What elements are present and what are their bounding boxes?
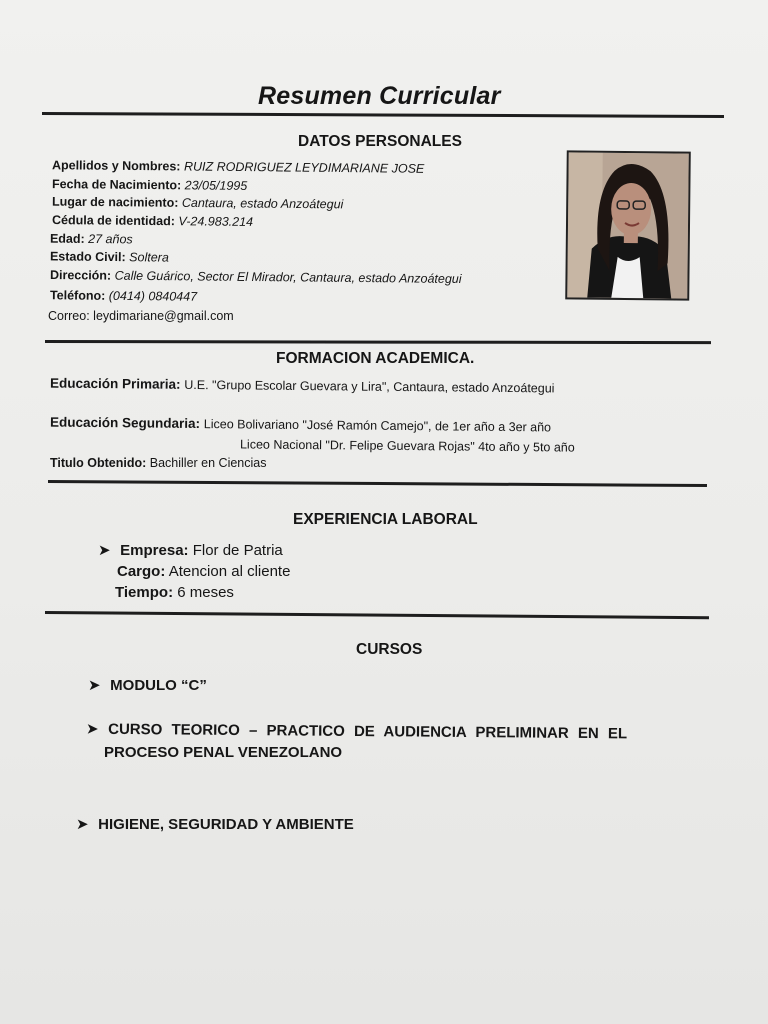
field-label: Educación Primaria: <box>49 375 181 392</box>
field-email <box>48 309 234 323</box>
field-value: Liceo Bolivariano "José Ramón Camejo", de 1er año a 3er año <box>203 417 552 435</box>
document-title: Resumen Curricular <box>258 82 501 110</box>
field-value: Soltera <box>129 250 169 265</box>
arrow-bullet-icon: ➤ <box>85 720 99 738</box>
field-degree <box>50 456 267 470</box>
section-heading-academic: FORMACION ACADEMICA. <box>276 350 475 367</box>
field-label: Educación Segundaria: <box>49 414 201 432</box>
field-value: U.E. "Grupo Escolar Guevara y Lira", Cantaura, estado Anzoátegui <box>184 377 555 396</box>
field-label: Tiempo: <box>115 584 174 601</box>
field-value: Calle Guárico, Sector El Mirador, Cantaura, estado Anzoátegui <box>114 268 462 286</box>
field-address <box>50 268 462 286</box>
field-value: RUIZ RODRIGUEZ LEYDIMARIANE JOSE <box>183 159 425 176</box>
field-value: 6 meses <box>177 584 234 601</box>
field-label: Edad: <box>49 231 85 246</box>
section-heading-work: EXPERIENCIA LABORAL <box>293 511 478 528</box>
field-label: Estado Civil: <box>49 249 126 265</box>
course-title: CURSO TEORICO – PRACTICO DE AUDIENCIA PRELIMINAR EN EL <box>108 720 628 743</box>
field-value: (0414) 0840447 <box>108 288 198 304</box>
course-item <box>86 720 627 743</box>
field-secondary-education <box>50 415 551 435</box>
course-title-continued: PROCESO PENAL VENEZOLANO <box>104 744 343 761</box>
work-time <box>115 584 234 601</box>
section-divider <box>45 611 709 619</box>
field-primary-education <box>50 376 555 396</box>
course-title: HIGIENE, SEGURIDAD Y AMBIENTE <box>98 816 354 833</box>
field-value: V-24.983.214 <box>178 214 254 229</box>
profile-photo <box>565 150 691 300</box>
work-company <box>98 541 283 559</box>
field-id-card <box>52 213 253 229</box>
field-label: Titulo Obtenido: <box>50 456 147 470</box>
field-label: Teléfono: <box>49 288 106 303</box>
field-birth-date <box>52 177 247 193</box>
field-secondary-education-2: Liceo Nacional "Dr. Felipe Guevara Rojas" 4to año y 5to año <box>239 437 575 455</box>
work-role <box>117 563 290 580</box>
field-label: Cargo: <box>117 563 166 580</box>
field-name <box>52 158 424 176</box>
arrow-bullet-icon: ➤ <box>98 542 111 559</box>
field-label: Empresa: <box>120 542 189 559</box>
field-label: Lugar de nacimiento: <box>51 194 179 210</box>
course-title: MODULO “C” <box>110 677 207 694</box>
field-birth-place <box>52 195 343 212</box>
field-phone <box>50 288 197 303</box>
course-item <box>88 676 207 694</box>
portrait-image <box>567 152 689 298</box>
field-civil-status <box>50 249 169 264</box>
field-label: Apellidos y Nombres: <box>51 158 181 174</box>
field-age <box>50 232 133 247</box>
field-label: Dirección: <box>49 268 112 283</box>
field-value: leydimariane@gmail.com <box>93 309 234 323</box>
field-value: Cantaura, estado Anzoátegui <box>181 195 344 212</box>
field-value: 27 años <box>88 231 133 247</box>
title-underline <box>42 112 724 118</box>
field-value: Atencion al cliente <box>168 563 291 580</box>
field-value: Bachiller en Ciencias <box>149 456 267 470</box>
field-value: 23/05/1995 <box>184 178 248 193</box>
section-divider <box>45 340 711 344</box>
course-item <box>76 815 354 833</box>
field-label: Fecha de Nacimiento: <box>51 177 182 193</box>
section-divider <box>48 480 707 487</box>
arrow-bullet-icon: ➤ <box>76 816 89 833</box>
field-label: Correo: <box>48 309 90 323</box>
field-label: Cédula de identidad: <box>51 213 176 229</box>
section-heading-personal: DATOS PERSONALES <box>298 133 462 150</box>
section-heading-courses: CURSOS <box>356 641 423 658</box>
field-value: Flor de Patria <box>192 542 283 559</box>
arrow-bullet-icon: ➤ <box>88 677 101 694</box>
